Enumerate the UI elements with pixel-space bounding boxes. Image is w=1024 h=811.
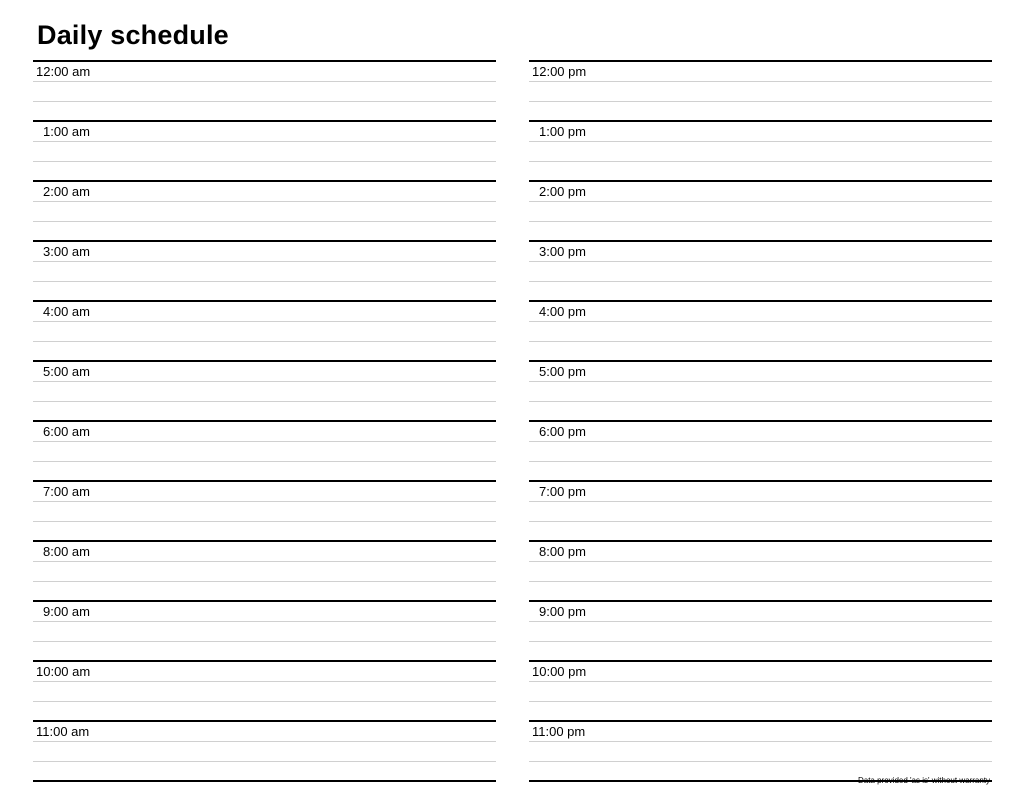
writing-line: [33, 561, 496, 562]
writing-line: [33, 621, 496, 622]
writing-line: [529, 701, 992, 702]
writing-line: [33, 161, 496, 162]
time-label: 4:00 pm: [539, 304, 586, 319]
writing-line: [33, 521, 496, 522]
time-slot[interactable]: [529, 120, 992, 180]
writing-line: [529, 161, 992, 162]
writing-line: [529, 321, 992, 322]
time-label: 12:00 pm: [532, 64, 587, 79]
time-slot[interactable]: [33, 60, 496, 120]
writing-line: [33, 741, 496, 742]
time-label: 10:00 am: [36, 664, 91, 679]
time-label: 9:00 pm: [539, 604, 586, 619]
time-slot[interactable]: [529, 60, 992, 120]
writing-line: [529, 561, 992, 562]
time-slot[interactable]: [529, 360, 992, 420]
time-slot[interactable]: [33, 240, 496, 300]
writing-line: [529, 101, 992, 102]
time-slot[interactable]: [33, 120, 496, 180]
writing-line: [33, 141, 496, 142]
time-label: 1:00 am: [43, 124, 90, 139]
time-label: 6:00 am: [43, 424, 90, 439]
writing-line: [529, 761, 992, 762]
writing-line: [529, 141, 992, 142]
page-title: Daily schedule: [37, 20, 229, 50]
time-label: 9:00 am: [43, 604, 90, 619]
time-slot[interactable]: [529, 180, 992, 240]
writing-line: [33, 221, 496, 222]
time-slot[interactable]: [529, 720, 992, 780]
writing-line: [529, 501, 992, 502]
time-slot[interactable]: [33, 420, 496, 480]
time-slot[interactable]: [33, 720, 496, 780]
time-slot[interactable]: [529, 480, 992, 540]
writing-line: [529, 221, 992, 222]
time-label: 7:00 am: [43, 484, 90, 499]
time-label: 6:00 pm: [539, 424, 586, 439]
writing-line: [33, 461, 496, 462]
writing-line: [33, 581, 496, 582]
time-label: 11:00 pm: [532, 724, 586, 739]
time-slot[interactable]: [529, 660, 992, 720]
time-slot[interactable]: [33, 540, 496, 600]
time-label: 11:00 am: [36, 724, 90, 739]
time-label: 3:00 am: [43, 244, 90, 259]
time-label: 5:00 am: [43, 364, 90, 379]
writing-line: [33, 641, 496, 642]
writing-line: [33, 201, 496, 202]
time-slot[interactable]: [33, 300, 496, 360]
time-label: 1:00 pm: [539, 124, 586, 139]
writing-line: [33, 281, 496, 282]
writing-line: [529, 381, 992, 382]
writing-line: [33, 81, 496, 82]
writing-line: [529, 581, 992, 582]
writing-line: [33, 761, 496, 762]
time-label: 8:00 pm: [539, 544, 586, 559]
writing-line: [33, 441, 496, 442]
writing-line: [529, 681, 992, 682]
writing-line: [33, 681, 496, 682]
writing-line: [529, 621, 992, 622]
time-label: 8:00 am: [43, 544, 90, 559]
time-label: 7:00 pm: [539, 484, 586, 499]
writing-line: [529, 261, 992, 262]
time-slot[interactable]: [33, 360, 496, 420]
writing-line: [33, 381, 496, 382]
time-label: 2:00 pm: [539, 184, 586, 199]
time-label: 12:00 am: [36, 64, 91, 79]
writing-line: [33, 701, 496, 702]
writing-line: [529, 81, 992, 82]
time-slot[interactable]: [529, 300, 992, 360]
footer-disclaimer: Data provided 'as is' without warranty: [857, 776, 990, 785]
writing-line: [33, 101, 496, 102]
time-slot[interactable]: [33, 600, 496, 660]
writing-line: [33, 341, 496, 342]
am-column: [33, 60, 496, 782]
writing-line: [529, 201, 992, 202]
writing-line: [529, 341, 992, 342]
time-slot[interactable]: [529, 600, 992, 660]
writing-line: [529, 521, 992, 522]
time-slot[interactable]: [529, 420, 992, 480]
writing-line: [529, 461, 992, 462]
time-slot[interactable]: [33, 180, 496, 240]
time-label: 4:00 am: [43, 304, 90, 319]
writing-line: [33, 401, 496, 402]
writing-line: [529, 441, 992, 442]
time-slot[interactable]: [529, 240, 992, 300]
writing-line: [529, 641, 992, 642]
time-label: 10:00 pm: [532, 664, 587, 679]
writing-line: [33, 321, 496, 322]
column-bottom-rule: [33, 780, 496, 782]
pm-column: [529, 60, 992, 782]
time-label: 5:00 pm: [539, 364, 586, 379]
time-slot[interactable]: [529, 540, 992, 600]
time-slot[interactable]: [33, 660, 496, 720]
writing-line: [33, 501, 496, 502]
writing-line: [529, 741, 992, 742]
time-label: 3:00 pm: [539, 244, 586, 259]
writing-line: [529, 281, 992, 282]
writing-line: [33, 261, 496, 262]
writing-line: [529, 401, 992, 402]
time-slot[interactable]: [33, 480, 496, 540]
time-label: 2:00 am: [43, 184, 90, 199]
